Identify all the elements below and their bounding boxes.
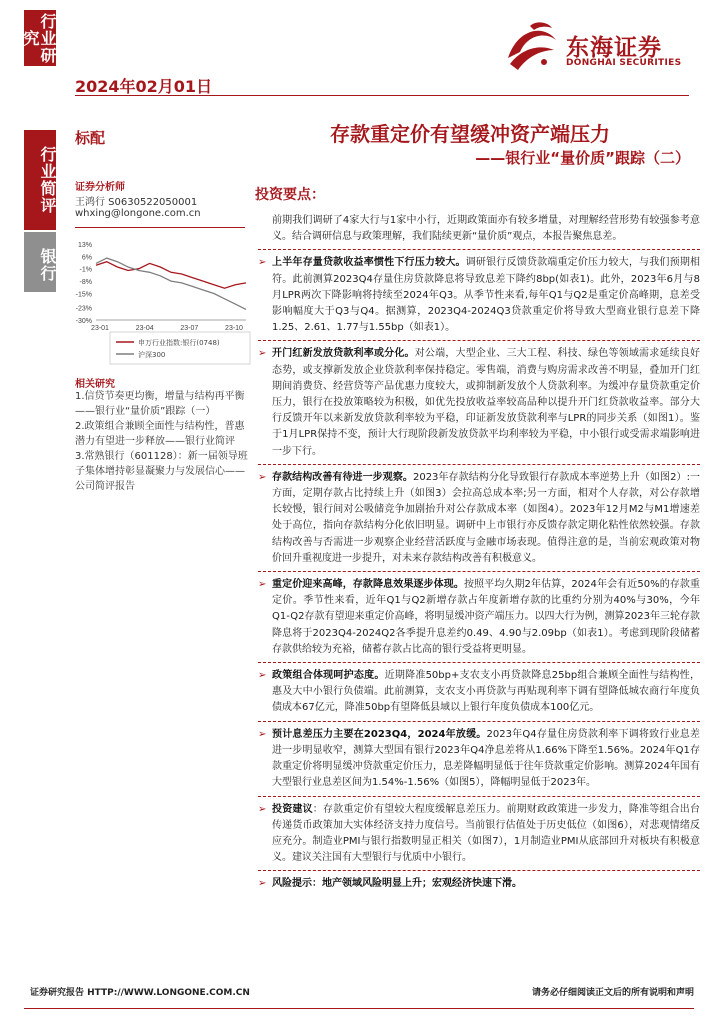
investment-paragraph <box>258 577 700 658</box>
performance-chart <box>60 236 260 372</box>
side-tab-industry-brief: 行业简评 <box>24 130 56 230</box>
paragraph-divider <box>258 870 700 871</box>
paragraph-heading: 上半年存量贷款收益率惯性下行压力较大。 <box>272 257 466 269</box>
paragraph-text: 近期降准50bp+支农支小再贷款降息25bp组合兼顾全面性与结构性，惠及大中小银行负债端。此前测算，支农支小再贷款与再贴现利率下调有望降低城农商行年度负债成本67亿元，降准50bp有望降低县域以上银行年度负债成本100亿元。 <box>272 670 701 714</box>
logo-english: DONGHAI SECURITIES <box>566 58 682 68</box>
investment-paragraph <box>258 727 700 792</box>
paragraph-text: 对公端，大型企业、三大工程、科技、绿色等领域需求延续良好态势，或支撑新发放企业贷款利率保持稳定。零售端，消费与购房需求改善不明显，叠加开门红期间消费贷、经营贷等产品优惠力度较大，或抑制新发放个人贷款利率。为缓冲存量贷款重定价压力，银行在投放策略较为积极，如优先投放收益率较高品种以提升开门红贷款收益率。部分大行反馈开年以来新发放贷款利率较为平稳，印证新发放贷款利率与LPR的同步关系（如图1）。鉴于1月LPR保持不变，预计大行现阶段新发放贷款平均利率较为平稳，中小银行或受需求端影响进一步下行。 <box>272 348 701 457</box>
legend-box <box>110 332 250 364</box>
y-tick-label: -23% <box>75 305 92 313</box>
paragraph-divider <box>258 662 700 663</box>
y-tick-label: -1% <box>79 266 92 274</box>
paragraph-heading: 政策组合体现呵护态度。 <box>272 670 385 682</box>
paragraph-divider <box>258 571 700 572</box>
investment-paragraph <box>258 802 700 867</box>
y-tick-label: 6% <box>81 254 92 262</box>
related-research-label: 相关研究 <box>75 379 115 390</box>
related-item[interactable]: 1.信贷节奏更均衡，增量与结构再平衡——银行业“量价质”跟踪（一） <box>75 391 245 417</box>
paragraph-heading: 开门红新发放贷款利率或分化。 <box>272 348 415 360</box>
bullet-arrow-icon: ➢ <box>258 471 267 483</box>
paragraph-divider <box>258 464 700 465</box>
paragraph-divider <box>258 340 700 341</box>
series-line-csi300 <box>96 258 246 309</box>
bullet-arrow-icon: ➢ <box>258 257 267 269</box>
bullet-arrow-icon: ➢ <box>258 579 267 591</box>
side-tab-industry-research: 行业研究 <box>24 10 56 66</box>
legend-label: 申万行业指数:银行(0748) <box>138 339 220 347</box>
paragraph-divider <box>258 721 700 722</box>
investment-points-title: 投资要点： <box>255 187 325 203</box>
analyst-divider <box>75 227 245 228</box>
bullet-arrow-icon: ➢ <box>258 803 267 815</box>
footer-right: 请务必仔细阅读正文后的所有说明和声明 <box>531 988 694 998</box>
page-subtitle: ——银行业“量价质”跟踪（二） <box>475 149 690 167</box>
y-tick-label: -15% <box>75 291 92 299</box>
logo-text: 东海证券 <box>566 35 662 61</box>
related-research-list <box>75 389 250 494</box>
investment-points-body <box>258 213 700 893</box>
x-tick-label: 23-01 <box>91 325 109 332</box>
investment-paragraph <box>258 668 700 717</box>
header-divider <box>75 95 689 96</box>
x-tick-label: 23-10 <box>225 325 243 332</box>
investment-paragraph <box>258 255 700 336</box>
analyst-email[interactable]: whxing@longone.com.cn <box>75 208 201 219</box>
y-tick-label: 13% <box>77 242 92 249</box>
paragraph-text: 前期我们调研了4家大行与1家中小行，近期政策面亦有较多增量，对理解经营形势有较强参考意义。结合调研信息与政策理解，我们陆续更新“量价质”观点，本报告聚焦息差。 <box>272 215 700 243</box>
report-date: 2024年02月01日 <box>75 77 213 96</box>
bullet-arrow-icon: ➢ <box>258 670 267 682</box>
investment-paragraph <box>258 346 700 459</box>
x-tick-label: 23-04 <box>135 325 154 332</box>
analyst-name: 王鸿行 S0630522050001 <box>75 197 198 208</box>
y-tick-label: -8% <box>79 279 92 287</box>
bullet-arrow-icon: ➢ <box>258 348 267 360</box>
series-line-bank-index <box>96 262 246 289</box>
side-tab-bank: 银行 <box>24 232 56 292</box>
related-item[interactable]: 2.政策组合兼顾全面性与结构性，普惠潜力有望进一步释放——银行业简评 <box>75 421 245 447</box>
investment-paragraph <box>258 213 700 245</box>
footer-divider <box>24 1008 694 1009</box>
paragraph-heading: 预计息差压力主要在2023Q4，2024年放缓。 <box>272 728 487 740</box>
investment-paragraph <box>258 876 700 892</box>
paragraph-heading: 重定价迎来高峰，存款降息效果逐步体现。 <box>272 579 464 591</box>
paragraph-text: 2023年存款结构分化导致银行存款成本率逆势上升（如图2）:一方面，定期存款占比持续上升（如图3）会拉高总成本率;另一方面，相对个人存款，对公存款增长较慢，银行间对公吸储竞争加剧抬升对公存款成本率（如图4）。2023年12月M2与M1增速差处于高位，指向存款结构分化依旧明显。调研中上市银行亦反馈存款定期化粘性依然较强。存款结构改善与否需进一步观察企业经营活跃度与金融市场表现。值得注意的是，当前宏观政策对物价回升重视度进一步提升，对未来存款结构改善有积极意义。 <box>272 471 701 564</box>
analyst-label: 证券分析师 <box>75 182 125 193</box>
paragraph-heading: 投资建议 <box>272 803 313 815</box>
paragraph-heading: 风险提示：地产领域风险明显上升；宏观经济快速下滑。 <box>272 878 522 890</box>
paragraph-text: 按照平均久期2年估算，2024年会有近50%的存款重定价。季节性来看，近年Q1与Q2新增存款占年度新增存款的比重约分别为40%与30%，今年Q1-Q2存款有望迎来重定价高峰，将明显缓冲资产端压力。以四大行为例，测算2023年三轮存款降息将于2023Q4-2024Q2各季提升息差约0.49、4.90与2.09bp（如表1）。考虑到现阶段储蓄存款供给较为充裕，储蓄存款占比高的银行受益将更明显。 <box>272 579 701 655</box>
paragraph-divider <box>258 249 700 250</box>
paragraph-text: ：存款重定价有望较大程度缓解息差压力。前期财政政策进一步发力，降准等组合出台传递货币政策加大实体经济支持力度信号。当前银行估值处于历史低位（如图6），对悲观情绪反应充分。制造业PMI与银行指数明显正相关（如图7），1月制造业PMI从底部回升对板块有积极意义。建议关注国有大型银行与优质中小银行。 <box>272 803 701 864</box>
bullet-arrow-icon: ➢ <box>258 728 267 740</box>
legend-label: 沪深300 <box>138 351 166 359</box>
page-title: 存款重定价有望缓冲资产端压力 <box>330 122 610 146</box>
x-tick-label: 23-07 <box>180 325 199 332</box>
logo-mark-icon <box>500 18 562 84</box>
y-tick-label: -30% <box>75 318 92 325</box>
investment-paragraph <box>258 470 700 567</box>
bullet-arrow-icon: ➢ <box>258 878 267 890</box>
footer-left: 证券研究报告 HTTP://WWW.LONGONE.COM.CN <box>30 988 250 998</box>
paragraph-text: 2023年Q4存量住房贷款利率下调将致行业息差进一步明显收窄，测算大型国有银行2023年Q4净息差将从1.66%下降至1.56%。2024年Q1存款重定价将明显缓冲贷款重定价压力，息差降幅明显低于往年贷款重定价影响。测算2024年国有大型银行业息差区间为1.54%-1.56%（如图5），降幅明显低于2023年。 <box>272 728 701 789</box>
paragraph-text: 调研银行反馈贷款端重定价压力较大，与我们预期相符。此前测算2023Q4存量住房贷款降息将导致息差下降约8bp(如表1)。此外，2023年6月与8月LPR两次下降影响将持续至2024年Q3。从季节性来看,每年Q1与Q2是重定价高峰期，息差受影响幅度大于Q3与Q4。据测算，2023Q4-2024Q3贷款重定价将导致大型商业银行息差下降1.25、2.61、1.77与1.55bp（如表1）。 <box>272 257 701 334</box>
rating: 标配 <box>75 129 106 147</box>
paragraph-heading: 存款结构改善有待进一步观察。 <box>272 471 413 483</box>
paragraph-divider <box>258 796 700 797</box>
related-item[interactable]: 3.常熟银行（601128）：新一届领导班子集体增持彰显凝聚力与发展信心——公司简评报告 <box>75 451 248 492</box>
